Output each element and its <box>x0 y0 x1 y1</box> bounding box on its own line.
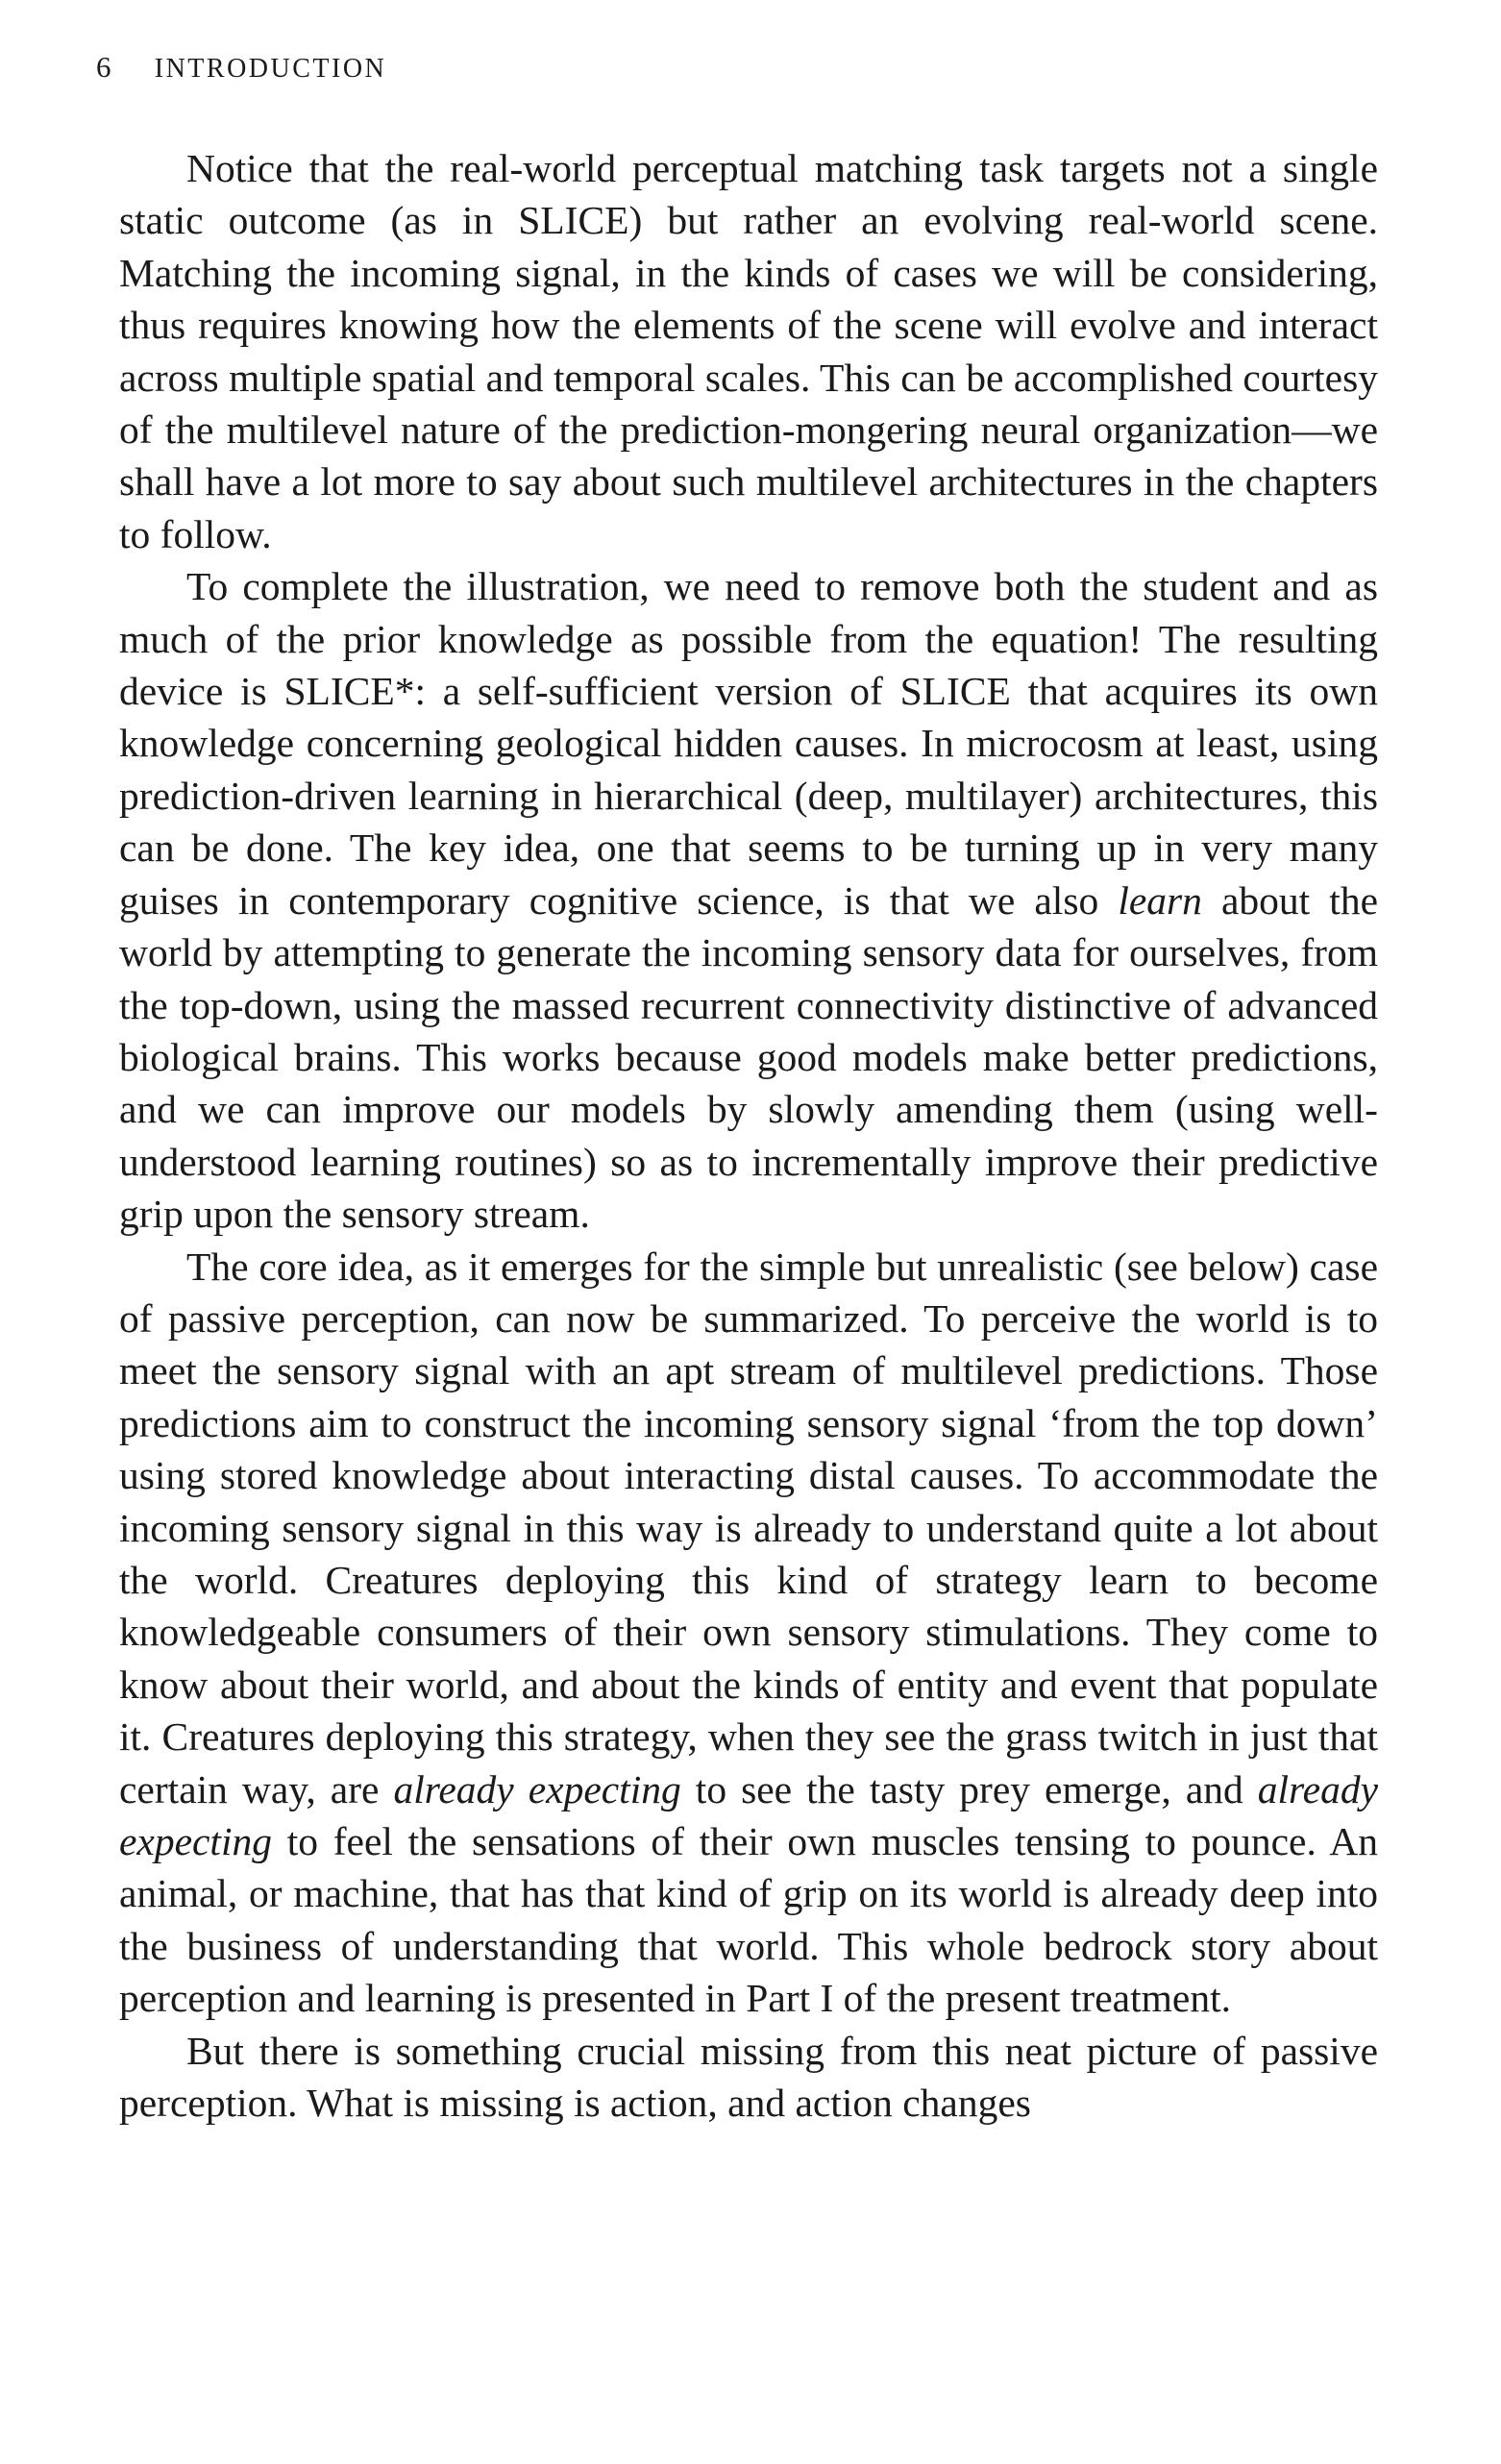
paragraph-2 <box>119 560 1378 1240</box>
text-segment: The core idea, as it emerges for the simple but unrealistic (see below) case of passive perception, can now be summarized. To perceive the world is to meet the sensory signal with an apt stream of multilevel predictions. Those predictions aim to construct the incoming sensory signal ‘from the top down’ using stored knowledge about interacting distal causes. To accommodate the incoming sensory signal in this way is already to understand quite a lot about the world. Creatures deploying this kind of strategy learn to become knowledgeable consumers of their own sensory stimulations. They come to know about their world, and about the kinds of entity and event that populate it. Creatures deploying this strategy, when they see the grass twitch in just that certain way, are <box>119 1244 1378 1811</box>
text-segment: about the world by attempting to generate the incoming sensory data for ourselves, from the top-down, using the massed recurrent connectivity distinctive of advanced biological brains. This works because good models make better predictions, and we can improve our models by slowly amending them (using well-understood learning routines) so as to incrementally improve their predictive grip upon the sensory stream. <box>119 877 1378 1237</box>
section-title: INTRODUCTION <box>154 54 387 84</box>
body-text <box>119 142 1378 2129</box>
running-head <box>96 50 386 85</box>
paragraph-1 <box>119 142 1378 560</box>
italic-segment: already expecting <box>119 1766 1379 1863</box>
paragraph-3 <box>119 1241 1378 2025</box>
text-segment: But there is something crucial missing from this neat picture of passive perception. What is missing is action, and action changes <box>119 2028 1378 2126</box>
text-segment: to see the tasty prey emerge, and <box>680 1766 1258 1811</box>
text-segment: To complete the illustration, we need to remove both the student and as much of the prior knowledge as possible from the equation! The resulting device is SLICE*: a self-sufficient version of SLICE that acquires its own knowledge concerning geological hidden causes. In microcosm at least, using prediction-driven learning in hierarchical (deep, multilayer) architectures, this can be done. The key idea, one that seems to be turning up in very many guises in contemporary cognitive science, is that we also <box>119 564 1378 923</box>
text-segment: Notice that the real-world perceptual matching task targets not a single static outcome (as in SLICE) but rather an evolving real-world scene. Matching the incoming signal, in the kinds of cases we will be considering, thus requires knowing how the elements of the scene will evolve and interact across multiple spatial and temporal scales. This can be accomplished courtesy of the multilevel nature of the prediction-mongering neural organization—we shall have a lot more to say about such multilevel architectures in the chapters to follow. <box>119 146 1378 556</box>
italic-segment: learn <box>1118 877 1202 923</box>
page-number: 6 <box>96 50 112 84</box>
text-segment: to feel the sensations of their own muscles tensing to pounce. An animal, or machine, that has that kind of grip on its world is already deep into the business of understanding that world. This whole bedrock story about perception and learning is presented in Part I of the present treatment. <box>119 1819 1378 2021</box>
italic-segment: already expecting <box>393 1766 681 1811</box>
paragraph-4 <box>119 2025 1378 2130</box>
